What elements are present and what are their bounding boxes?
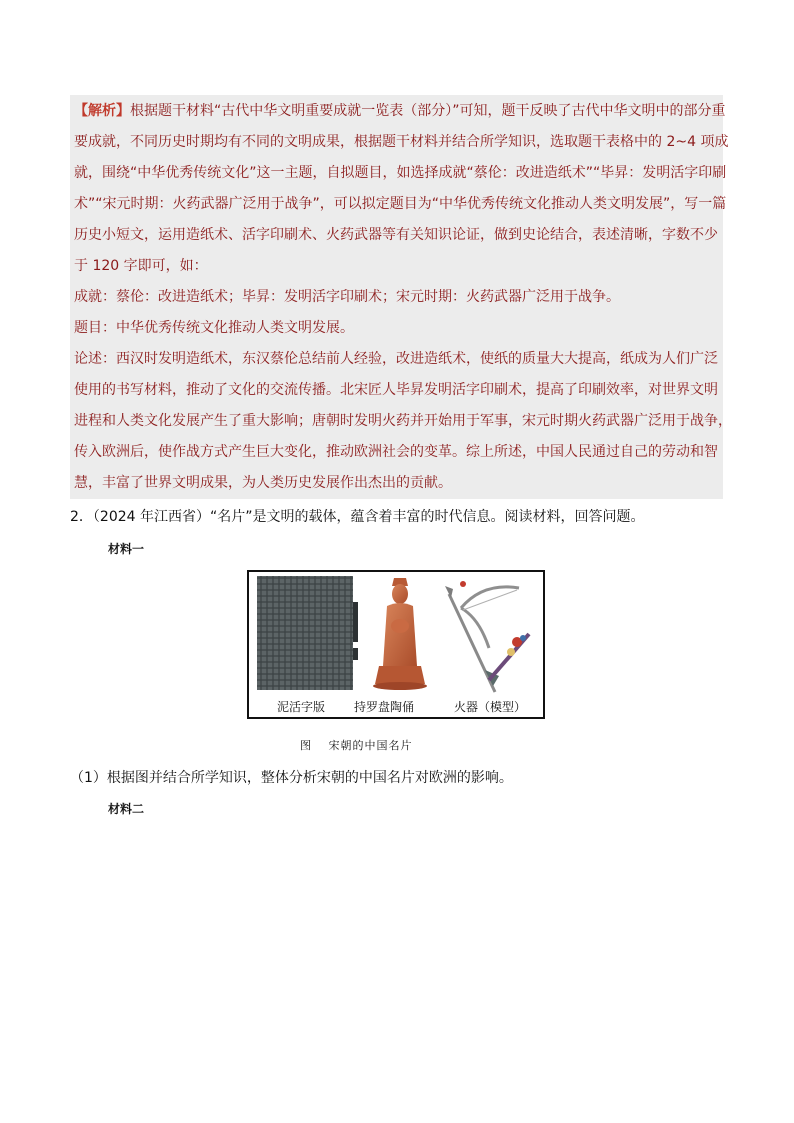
analysis-box — [70, 95, 732, 499]
analysis-line-5: 历史小短文，运用造纸术、活字印刷术、火药武器等有关知识论证，做到史论结合，表述清晰，字数不少 — [74, 227, 718, 243]
analysis-line-6: 于 120 字即可，如： — [74, 258, 208, 274]
analysis-tag: 【解析】 — [74, 103, 130, 119]
fire-weapon-model-image — [445, 581, 529, 692]
clay-type-block-image — [257, 576, 358, 690]
analysis-line-4: 术”“宋元时期：火药武器广泛用于战争”，可以拟定题目为“中华优秀传统文化推动人类文明发展”，写一篇 — [74, 196, 727, 212]
analysis-line-7: 成就：蔡伦：改进造纸术；毕昇：发明活字印刷术；宋元时期：火药武器广泛用于战争。 — [74, 289, 620, 305]
analysis-line-12: 传入欧洲后，使作战方式产生巨大变化，推动欧洲社会的变革。综上所述，中国人民通过自己的劳动和智 — [74, 444, 718, 460]
caption-compass-figurine: 持罗盘陶俑 — [354, 700, 415, 714]
caption-fire-weapon: 火器（模型） — [454, 700, 527, 714]
song-dynasty-figure — [247, 570, 545, 719]
analysis-line-10: 使用的书写材料，推动了文化的交流传播。北宋匠人毕昇发明活字印刷术，提高了印刷效率，对世界文明 — [74, 382, 718, 398]
figure-artwork — [249, 572, 543, 717]
sub-question-1: （1）根据图并结合所学知识，整体分析宋朝的中国名片对欧洲的影响。 — [70, 770, 513, 786]
material-2-label: 材料二 — [108, 802, 145, 816]
analysis-line-9: 论述：西汉时发明造纸术，东汉蔡伦总结前人经验，改进造纸术，使纸的质量大大提高，纸成为人们广泛 — [74, 351, 718, 367]
analysis-line-2: 要成就，不同历史时期均有不同的文明成果，根据题干材料并结合所学知识，选取题干表格中的 2~4 项成 — [74, 134, 729, 150]
analysis-line-13: 慧，丰富了世界文明成果，为人类历史发展作出杰出的贡献。 — [74, 475, 452, 491]
analysis-line-1: 【解析】根据题干材料“古代中华文明重要成就一览表（部分）”可知，题干反映了古代中华文明中的部分重 — [74, 103, 726, 119]
analysis-line-8: 题目：中华优秀传统文化推动人类文明发展。 — [74, 320, 354, 336]
figure-title: 图 宋朝的中国名片 — [300, 739, 413, 752]
analysis-line-3: 就，围绕“中华优秀传统文化”这一主题，自拟题目，如选择成就“蔡伦：改进造纸术”“毕昇：发明活字印刷 — [74, 165, 727, 181]
material-1-label: 材料一 — [108, 542, 145, 556]
question-stem: 2．（2024 年江西省）“名片”是文明的载体，蕴含着丰富的时代信息。阅读材料，回答问题。 — [70, 509, 645, 525]
compass-figurine-image — [373, 578, 427, 690]
analysis-line-11: 进程和人类文化发展产生了重大影响；唐朝时发明火药并开始用于军事，宋元时期火药武器广泛用于战争， — [74, 413, 732, 429]
caption-clay-type: 泥活字版 — [277, 700, 326, 714]
